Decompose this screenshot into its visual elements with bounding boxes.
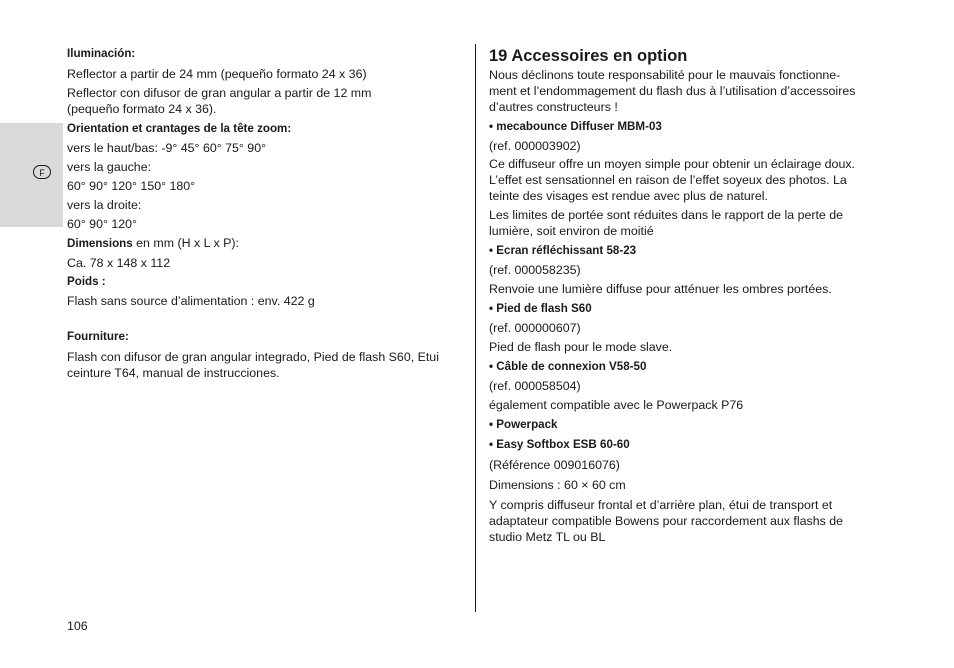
right-column	[489, 46, 899, 545]
accessory-title: • Pied de flash S60	[489, 302, 592, 315]
ecran-desc: Renvoie une lumière diffuse pour atténuer les ombres portées.	[489, 282, 832, 296]
accessory-ref: (Référence 009016076)	[489, 458, 620, 472]
iluminacion-line-3: (pequeño formato 24 x 36).	[67, 102, 217, 116]
softbox-desc-3: studio Metz TL ou BL	[489, 530, 606, 544]
intro-line-2: ment et l’endommagement du flash dus à l’utilisation d’accessoires	[489, 84, 856, 98]
accessory-title: • Powerpack	[489, 418, 558, 431]
column-divider	[475, 44, 476, 612]
mbm-desc-3: teinte des visages est rendue avec plus de naturel.	[489, 189, 768, 203]
fourniture-line-1: Flash con difusor de gran angular integrado, Pied de flash S60, Etui	[67, 350, 439, 364]
dimensions-unit: en mm (H x L x P):	[132, 236, 239, 250]
cable-desc: également compatible avec le Powerpack P76	[489, 398, 744, 412]
iluminacion-line-1: Reflector a partir de 24 mm (pequeño formato 24 x 36)	[67, 67, 367, 81]
accessory-title: • Easy Softbox ESB 60-60	[489, 438, 630, 451]
fourniture-line-2: ceinture T64, manual de instrucciones.	[67, 366, 280, 380]
accessory-ref: (ref. 000058235)	[489, 263, 581, 277]
accessory-ref: (ref. 000003902)	[489, 139, 581, 153]
orientation-droite-values: 60° 90° 120°	[67, 217, 137, 231]
mbm-desc-4: Les limites de portée sont réduites dans le rapport de la perte de	[489, 208, 844, 222]
orientation-gauche-values: 60° 90° 120° 150° 180°	[67, 179, 196, 193]
accessory-ref: (ref. 000000607)	[489, 321, 581, 335]
poids-value: Flash sans source d’alimentation : env. 422 g	[67, 294, 315, 308]
pied-desc: Pied de flash pour le mode slave.	[489, 340, 673, 354]
mbm-desc-5: lumière, soit environ de moitié	[489, 224, 654, 238]
accessory-title: • mecabounce Diffuser MBM-03	[489, 120, 662, 133]
language-tab-letter: F	[33, 165, 51, 179]
iluminacion-label: Iluminación:	[67, 47, 136, 60]
language-tab	[0, 123, 63, 227]
dimensions-values: Ca. 78 x 148 x 112	[67, 256, 171, 270]
accessory-ref: (ref. 000058504)	[489, 379, 581, 393]
softbox-desc-2: adaptateur compatible Bowens pour raccordement aux flashs de	[489, 514, 844, 528]
orientation-label: Orientation et crantages de la tête zoom:	[67, 122, 292, 135]
left-column	[67, 46, 467, 381]
dimensions-label: Dimensions	[67, 237, 133, 250]
softbox-desc-1: Y compris diffuseur frontal et d’arrière plan, étui de transport et	[489, 498, 833, 512]
intro-line-3: d’autres constructeurs !	[489, 100, 618, 114]
poids-label: Poids :	[67, 275, 106, 288]
section-heading: 19 Accessoires en option	[489, 47, 688, 65]
orientation-droite-label: vers la droite:	[67, 198, 142, 212]
intro-line-1: Nous déclinons toute responsabilité pour le mauvais fonctionne-	[489, 68, 841, 82]
orientation-haut-bas: vers le haut/bas: -9° 45° 60° 75° 90°	[67, 141, 267, 155]
iluminacion-line-2: Reflector con difusor de gran angular a partir de 12 mm	[67, 86, 372, 100]
orientation-gauche-label: vers la gauche:	[67, 160, 152, 174]
accessory-title: • Câble de connexion V58-50	[489, 360, 647, 373]
fourniture-label: Fourniture:	[67, 330, 129, 343]
accessory-title: • Ecran réfléchissant 58-23	[489, 244, 637, 257]
mbm-desc-2: L’effet est sensationnel en raison de l’effet soyeux des photos. La	[489, 173, 847, 187]
dimensions-line	[67, 235, 467, 252]
mbm-desc-1: Ce diffuseur offre un moyen simple pour obtenir un éclairage doux.	[489, 157, 855, 171]
softbox-dims: Dimensions : 60 × 60 cm	[489, 478, 626, 492]
page-number: 106	[67, 619, 88, 633]
